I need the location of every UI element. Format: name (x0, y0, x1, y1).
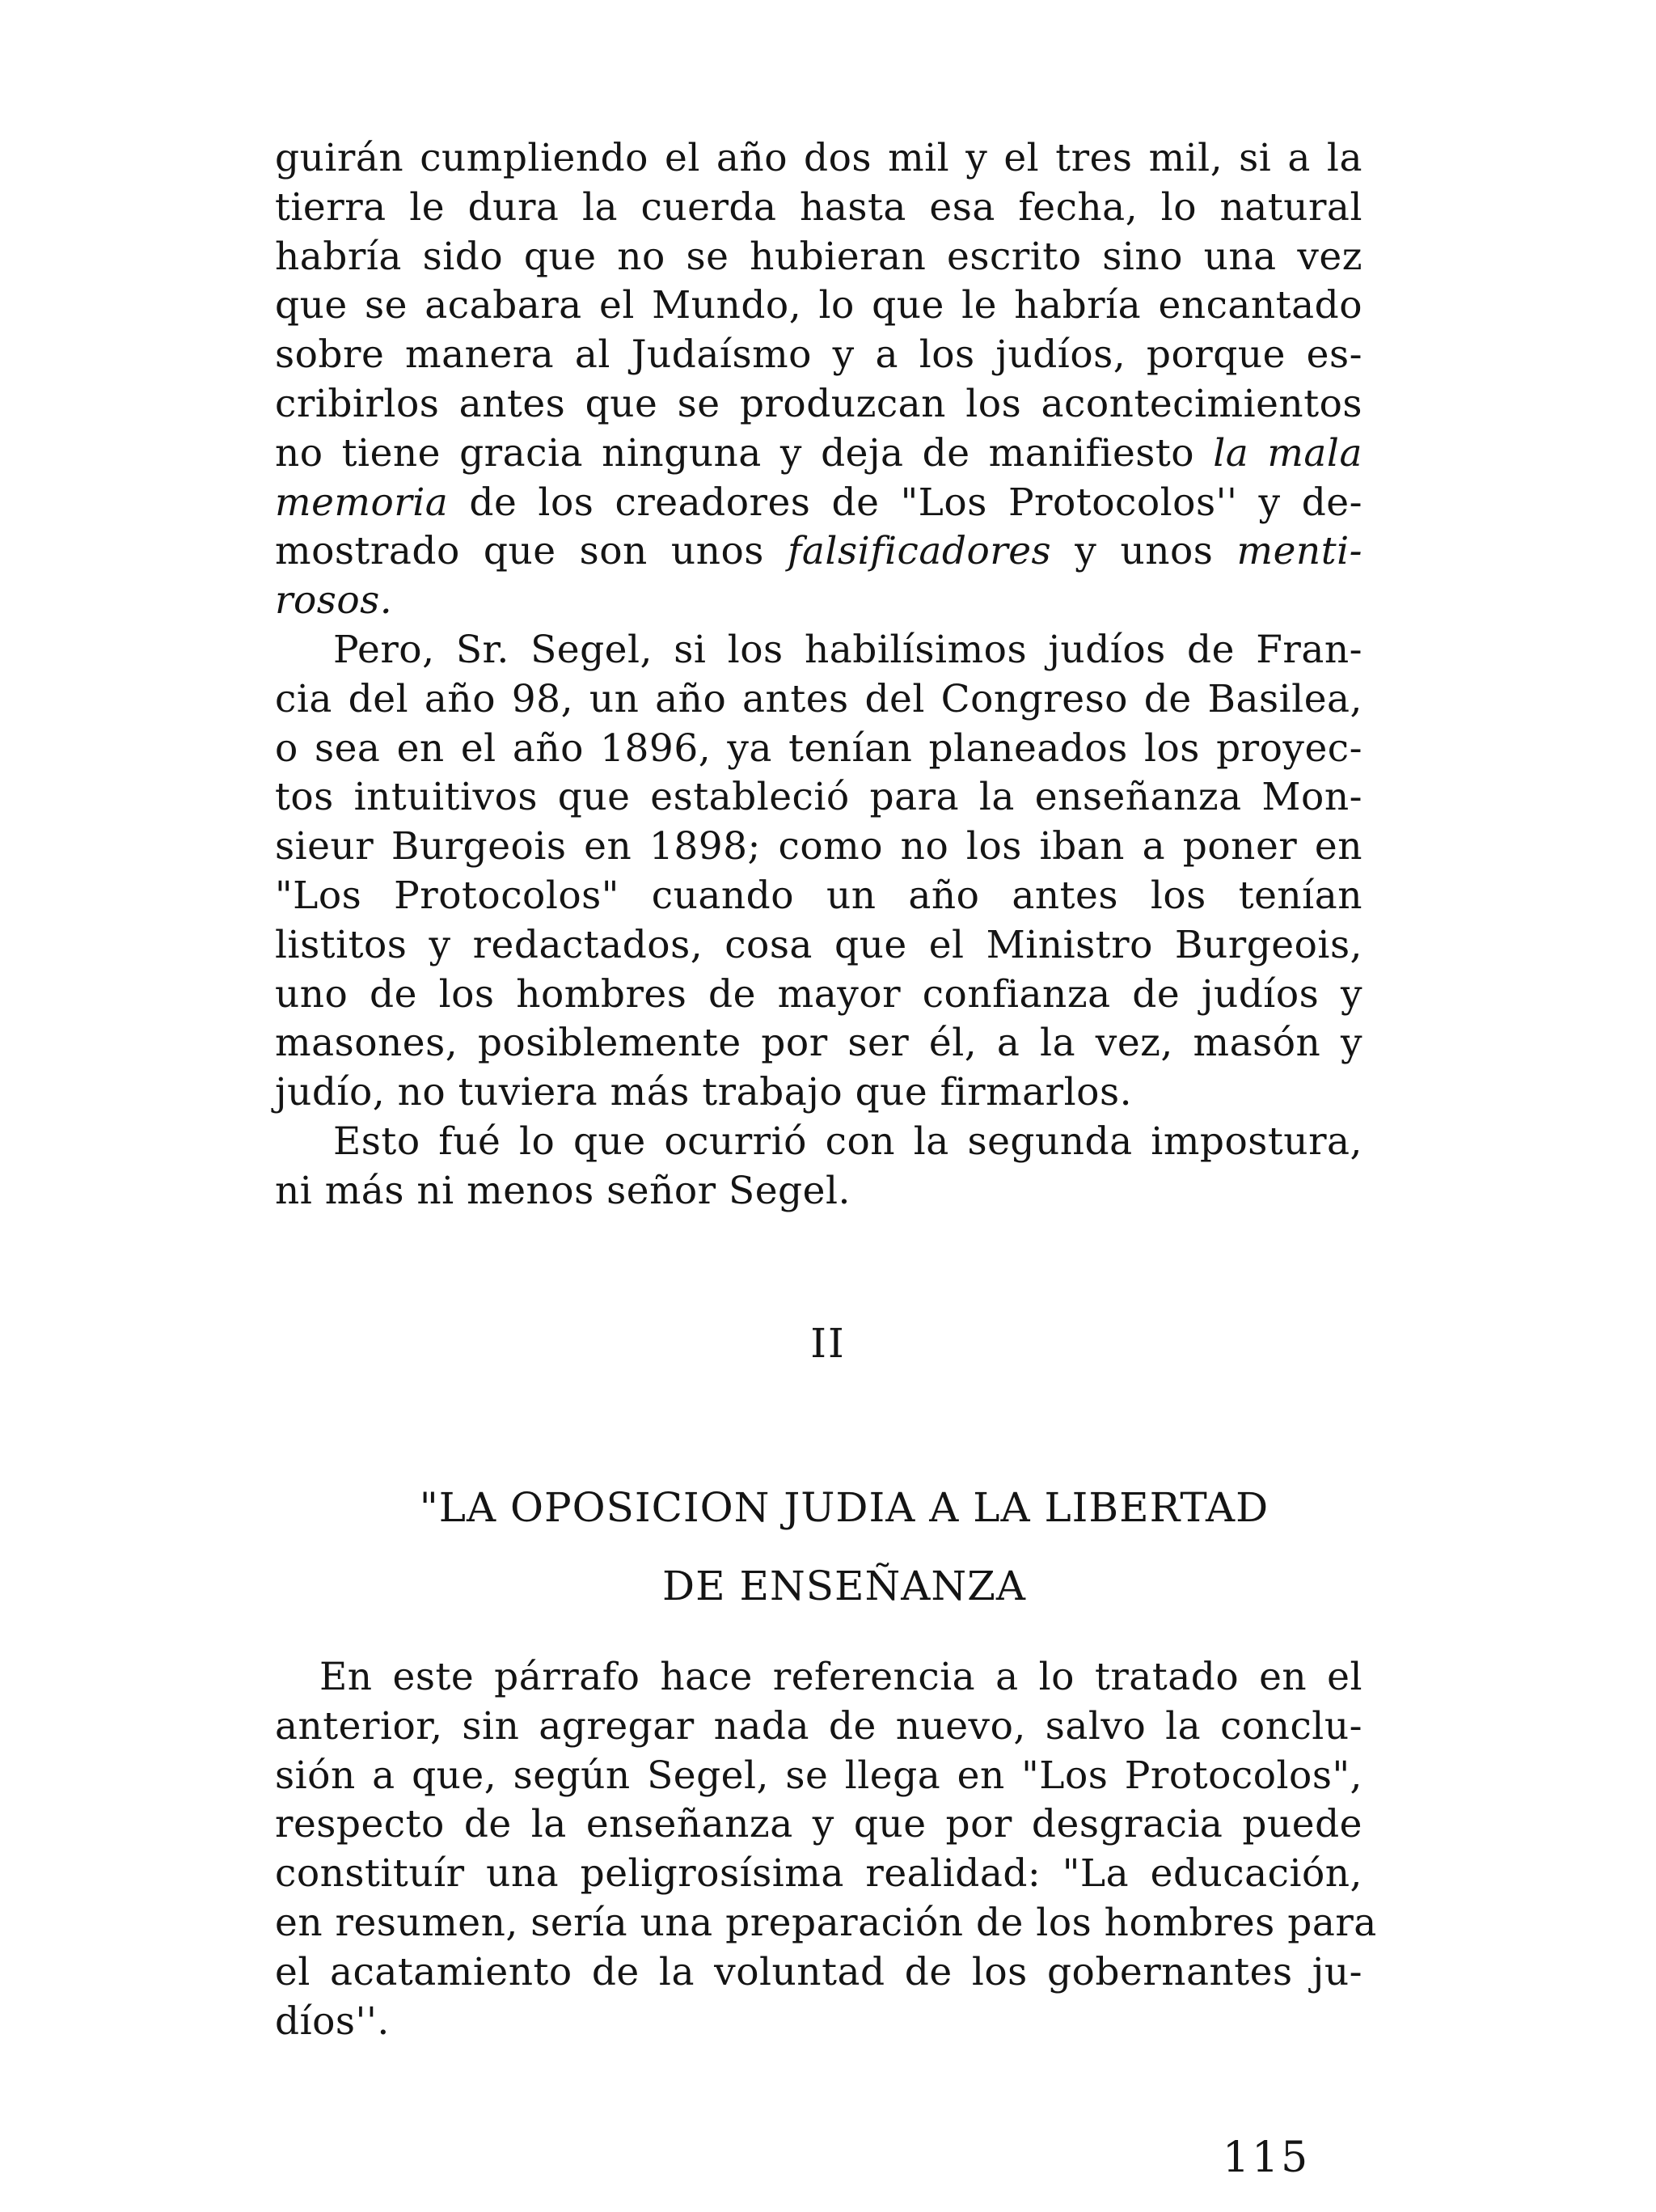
text-line: cribirlos antes que se produzcan los acontecimientos (275, 381, 1362, 426)
italic-text: la mala (1213, 430, 1362, 476)
text-line: uno de los hombres de mayor confianza de judíos y (275, 971, 1362, 1017)
text-line: habría sido que no se hubieran escrito sino una vez (275, 234, 1362, 279)
text-line: o sea en el año 1896, ya tenían planeados los proyec- (275, 725, 1362, 771)
text-line (275, 527, 1362, 577)
text-line (275, 429, 1362, 479)
text-line: masones, posiblemente por ser él, a la vez, masón y (275, 1021, 1362, 1066)
paragraph-first-line: Esto fué lo que ocurrió con la segunda impostura, (333, 1119, 1362, 1164)
text-line: díos''. (275, 1998, 390, 2044)
page-number: 115 (1223, 2134, 1311, 2182)
italic-text: menti- (1236, 529, 1362, 574)
text-line (275, 479, 1362, 528)
paragraph-first-line: En este párrafo hace referencia a lo tratado en el (319, 1655, 1362, 1699)
text-line: "Los Protocolos" cuando un año antes los tenían (275, 873, 1362, 918)
text-line: sión a que, según Segel, se llega en "Los Protocolos", (275, 1753, 1362, 1798)
text-segment: y unos (1075, 529, 1214, 574)
text-line: en resumen, sería una preparación de los hombres para (275, 1900, 1377, 1945)
text-line: el acatamiento de la voluntad de los gobernantes ju- (275, 1949, 1362, 1994)
text-line (275, 577, 1362, 626)
text-line: guirán cumpliendo el año dos mil y el tres mil, si a la (275, 136, 1362, 180)
italic-text: falsificadores (788, 529, 1052, 574)
text-line: respecto de la enseñanza y que por desgracia puede (275, 1802, 1362, 1847)
paragraph-first-line: Pero, Sr. Segel, si los habilísimos judíos de Fran- (333, 627, 1362, 672)
text-line: judío, no tuviera más trabajo que firmarlos. (275, 1070, 1133, 1115)
text-line: sobre manera al Judaísmo y a los judíos, porque es- (275, 332, 1362, 378)
text-segment: mostrado que son unos (275, 529, 764, 574)
text-line: tierra le dura la cuerda hasta esa fecha, lo natural (275, 184, 1362, 230)
text-line: anterior, sin agregar nada de nuevo, salvo la conclu- (275, 1703, 1362, 1749)
text-line: sieur Burgeois en 1898; como no los iban a poner en (275, 824, 1362, 869)
section-heading: "LA OPOSICION JUDIA A LA LIBERTAD (419, 1484, 1269, 1531)
text-line: tos intuitivos que estableció para la enseñanza Mon- (275, 775, 1362, 820)
text-line: ni más ni menos señor Segel. (275, 1168, 851, 1213)
body-text-top (275, 134, 1362, 1216)
text-segment: de los creadores de "Los Protocolos'' y de- (469, 480, 1363, 525)
italic-text: rosos. (275, 578, 393, 624)
section-heading-continuation: DE ENSEÑANZA (662, 1563, 1026, 1609)
chapter-number: II (810, 1320, 846, 1367)
text-segment: no tiene gracia ninguna y deja de manifiesto (275, 430, 1195, 476)
italic-text: memoria (275, 480, 449, 525)
text-line: cia del año 98, un año antes del Congreso de Basilea, (275, 676, 1362, 721)
text-line: que se acabara el Mundo, lo que le habría encantado (275, 283, 1362, 328)
body-text-bottom (275, 1653, 1377, 2046)
text-line: constituír una peligrosísima realidad: "La educación, (275, 1851, 1362, 1897)
text-line: listitos y redactados, cosa que el Ministro Burgeois, (275, 922, 1362, 967)
